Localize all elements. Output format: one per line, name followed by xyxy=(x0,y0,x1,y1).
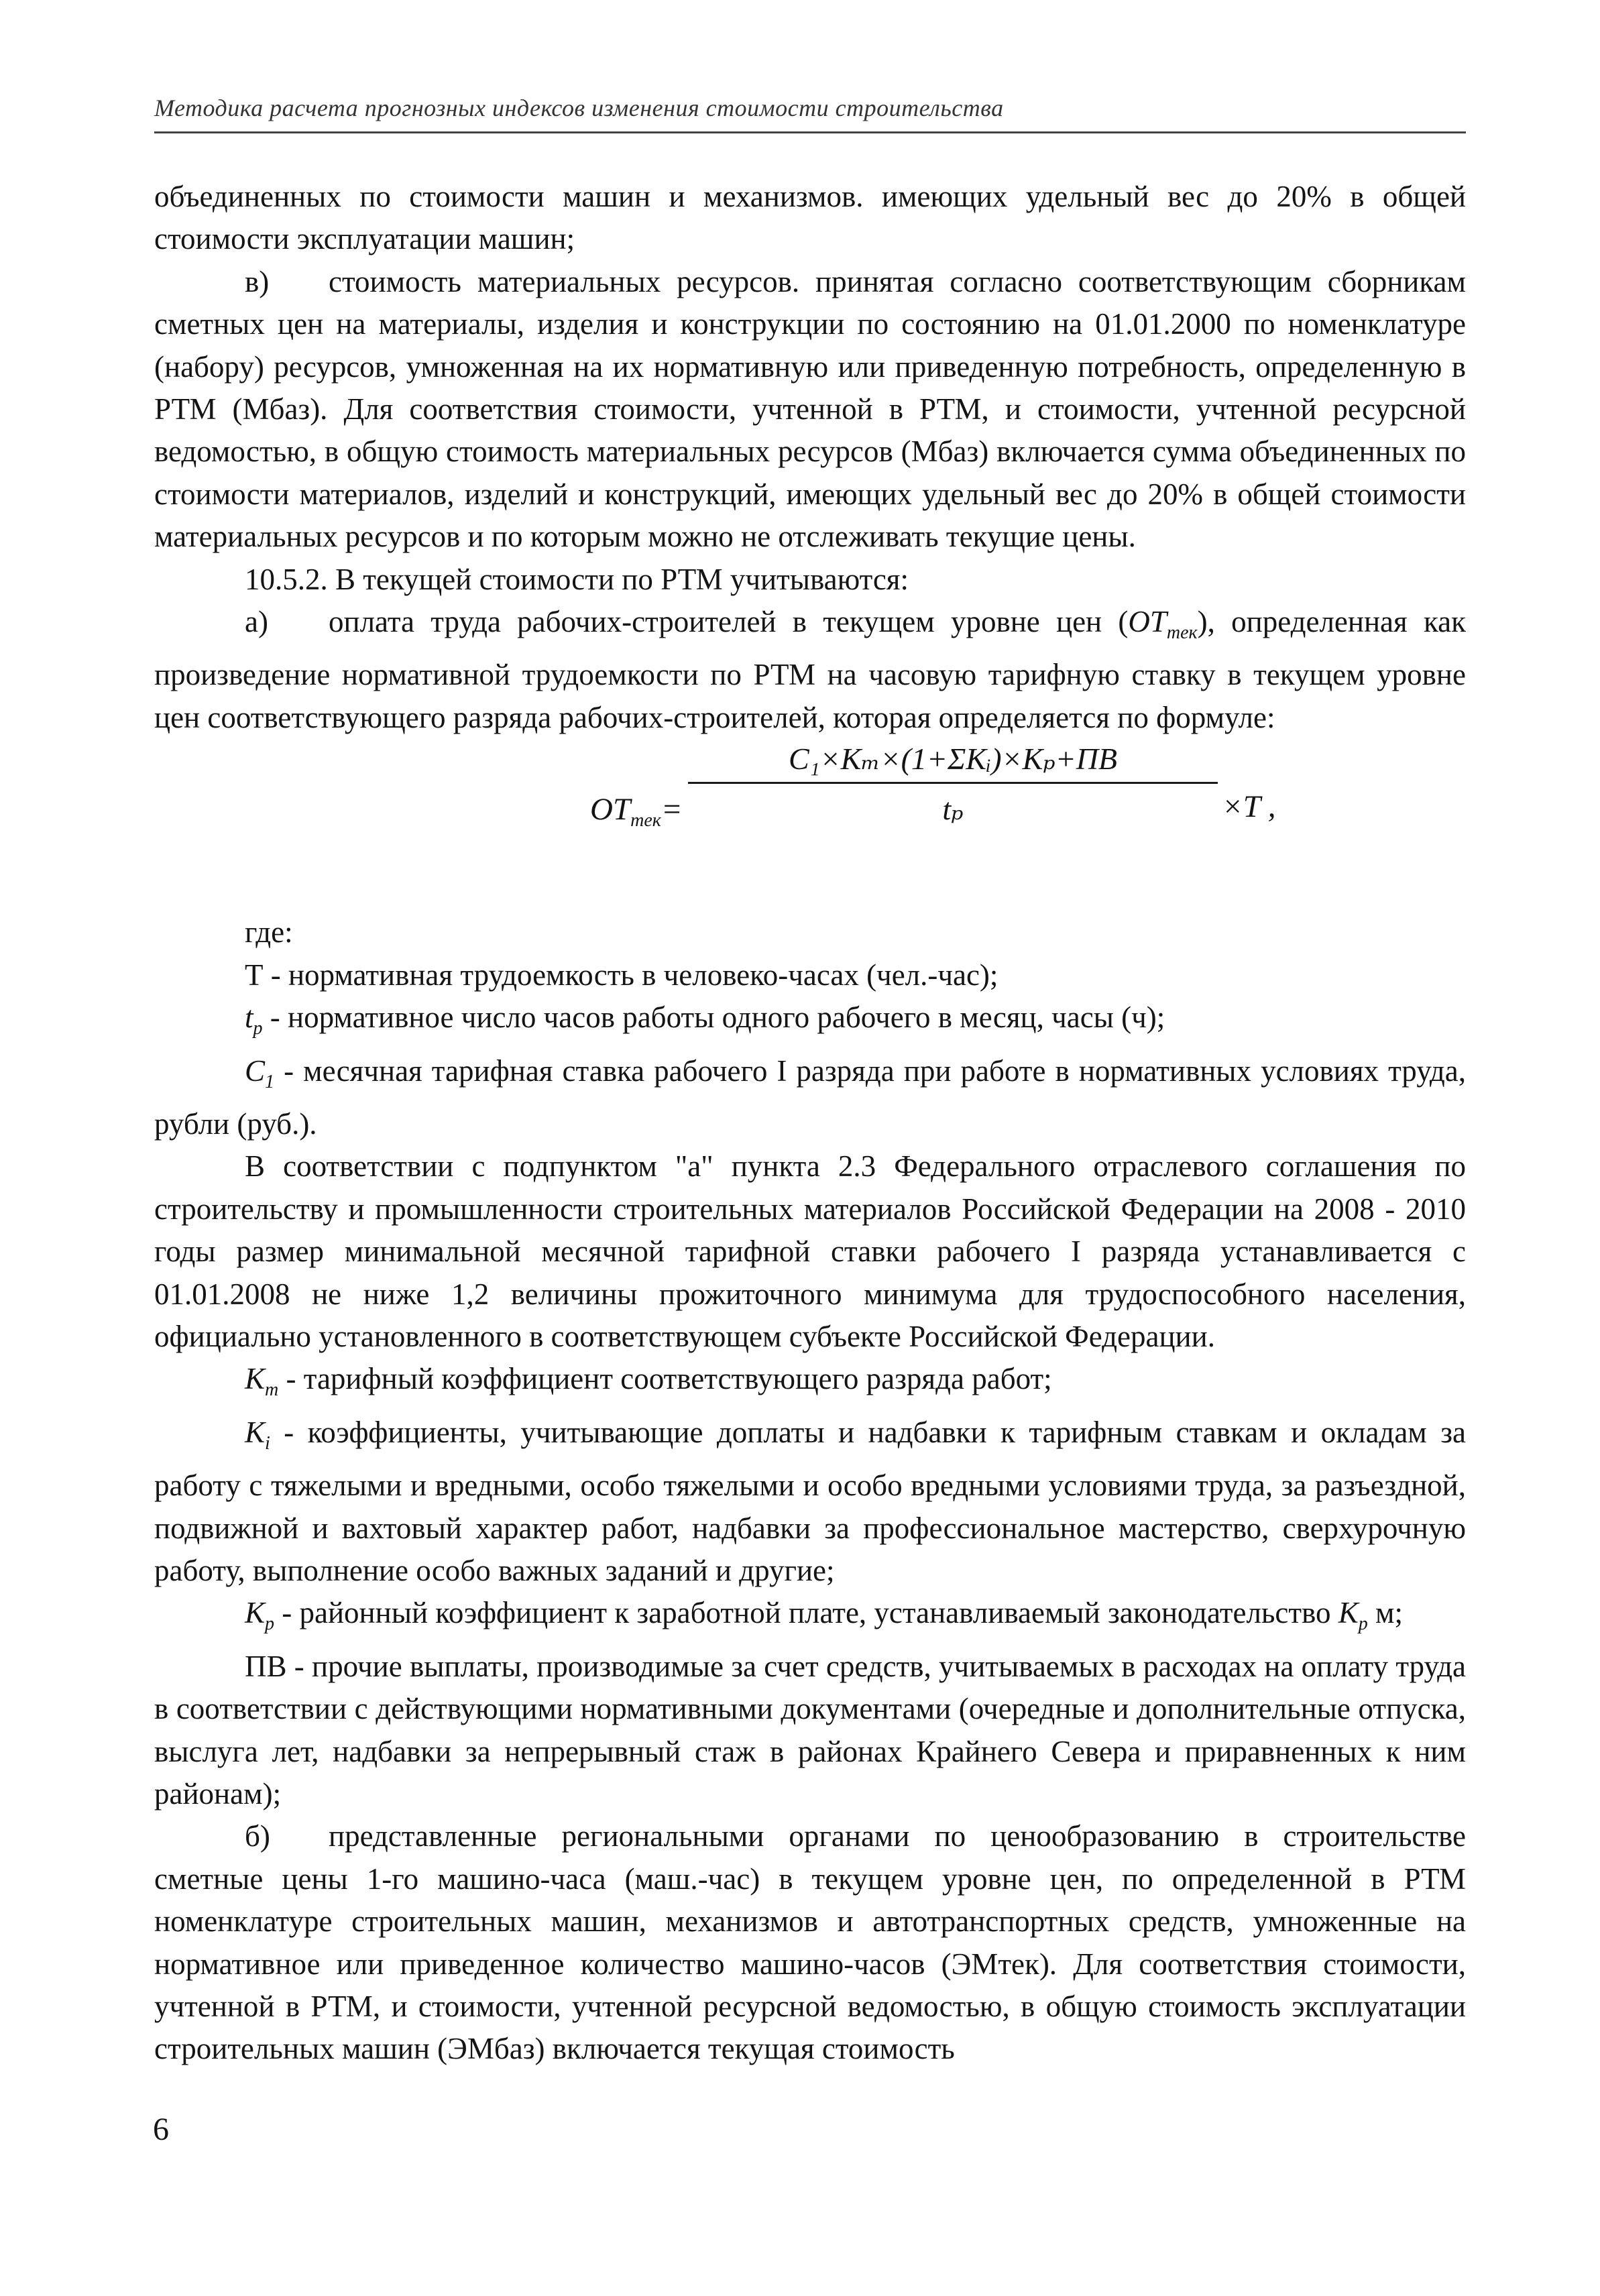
paragraph-b xyxy=(154,1815,1466,2070)
symbol-kp xyxy=(245,1596,275,1635)
formula xyxy=(154,739,1466,911)
symbol-km xyxy=(245,1362,279,1401)
symbol-tp-base: t xyxy=(245,1000,253,1035)
definition-pv: ПВ - прочие выплаты, производимые за счет средств, учитываемых в расходах на оплату труда в соответствии с действующими нормативными документами (очередные и дополнительные отпуска, выслуга лет, надбавки за непрерывный стаж в районах Крайнего Севера и приравненных к ним районам); xyxy=(154,1649,1466,1811)
symbol-km-base: K xyxy=(245,1362,266,1396)
definition-t: Т - нормативная трудоемкость в человеко-часах (чел.-час); xyxy=(245,958,998,992)
definition-kp-text-2: м; xyxy=(1367,1596,1403,1630)
formula-lhs-base: ОТ xyxy=(590,792,631,827)
definition-tp-text: - нормативное число часов работы одного рабочего в месяц, часы (ч); xyxy=(262,1000,1165,1035)
header-rule xyxy=(154,131,1466,133)
formula-lhs-sub: тек xyxy=(630,810,661,831)
fraction-bar xyxy=(688,782,1218,784)
definition-ki xyxy=(154,1412,1466,1593)
definition-ki-text: - коэффициенты, учитывающие доплаты и надбавки к тарифным ставкам и окладам за работу с тяжелыми и вредными, особо тяжелыми и особо вредными условиями труда, за разъездной, подвижной и вахтовый характер работ, надбавки за профессиональное мастерство, сверхурочную работу, выполнение особо важных заданий и другие; xyxy=(154,1415,1466,1587)
symbol-kp-sub: p xyxy=(265,1613,275,1635)
paragraph-b-text: представленные региональными органами по ценообразованию в строительстве сметные цены 1-го машино-часа (маш.-час) в текущем уровне цен, по определенной в РТМ номенклатуре строительных машин, механизмов и автотранспортных средств, умноженные на нормативное или приведенное количество машино-часов (ЭМтек). Для соответствия стоимости, учтенной в РТМ, и стоимости, учтенной ресурсной ведомостью, в общую стоимость эксплуатации строительных машин (ЭМбаз) включается текущая стоимость xyxy=(154,1819,1466,2066)
symbol-tp-sub: p xyxy=(253,1018,263,1039)
symbol-ot xyxy=(1128,605,1198,644)
definition-kp-text-1: - районный коэффициент к заработной плате, устанавливаемый законодательство xyxy=(274,1596,1338,1630)
paragraph-v xyxy=(154,261,1466,559)
paragraph-a-text-2: ), определенная как произведение нормативной трудоемкости по РТМ на часовую тарифную ставку в текущем уровне цен соответствующего разряда рабочих-строителей, которая определяется по формуле: xyxy=(154,605,1466,734)
symbol-kp-inline xyxy=(1338,1596,1368,1635)
running-header: Методика расчета прогнозных индексов изменения стоимости строительства xyxy=(154,95,1004,121)
formula-lhs xyxy=(590,789,683,842)
definition-c1-text: - месячная тарифная ставка рабочего I разряда при работе в нормативных условиях труда, рубли (руб.). xyxy=(154,1053,1466,1141)
list-marker-a: а) xyxy=(245,605,268,639)
symbol-km-sub: т xyxy=(265,1379,279,1401)
page-number: 6 xyxy=(153,2112,169,2147)
paragraph-a-text-1: оплата труда рабочих-строителей в текущем уровне цен ( xyxy=(329,605,1129,639)
paragraph-a xyxy=(154,601,1466,739)
paragraph-agreement: В соответствии с подпунктом "а" пункта 2.3 Федерального отраслевого соглашения по строительству и промышленности строительных материалов Российской Федерации на 2008 - 2010 годы размер минимальной месячной тарифной ставки рабочего I разряда устанавливается с 01.01.2008 не ниже 1,2 величины прожиточного минимума для трудоспособного населения, официально установленного в соответствующем субъекте Российской Федерации. xyxy=(154,1149,1466,1353)
symbol-kp-base: K xyxy=(245,1596,266,1630)
definition-km-text: - тарифный коэффициент соответствующего разряда работ; xyxy=(278,1362,1052,1396)
paragraph-v-text: стоимость материальных ресурсов. принятая согласно соответствующим сборникам сметных цен на материалы, изделия и конструкции по состоянию на 01.01.2000 по номенклатуре (набору) ресурсов, умноженная на их нормативную или приведенную потребность, определенную в РТМ (Мбаз). Для соответствия стоимости, учтенной в РТМ, и стоимости, учтенной ресурсной ведомостью, в общую стоимость материальных ресурсов (Мбаз) включается сумма объединенных по стоимости материалов, изделий и конструкций, имеющих удельный вес до 20% в общей стоимости материальных ресурсов и по которым можно не отслеживать текущие цены. xyxy=(154,264,1466,554)
symbol-ot-sub: тек xyxy=(1166,622,1198,644)
formula-numerator: C₁×Kₘ×(1+ΣKᵢ)×Kₚ+ПВ xyxy=(788,742,1118,777)
symbol-ki-sub: i xyxy=(265,1432,270,1454)
symbol-ki-base: K xyxy=(245,1415,266,1449)
list-marker-v: в) xyxy=(245,264,270,298)
paragraph-continuation: объединенных по стоимости машин и механизмов. имеющих удельный вес до 20% в общей стоимости эксплуатации машин; xyxy=(154,180,1466,256)
formula-denominator: tₚ xyxy=(942,792,964,827)
definition-tp xyxy=(154,996,1466,1049)
symbol-kp-inline-base: K xyxy=(1338,1596,1359,1630)
symbol-c1-sub: 1 xyxy=(265,1071,275,1092)
symbol-c1-base: C xyxy=(245,1053,266,1088)
definition-c1 xyxy=(154,1050,1466,1146)
symbol-kp-inline-sub: p xyxy=(1358,1613,1368,1635)
formula-fraction xyxy=(688,739,1218,829)
symbol-ki xyxy=(245,1415,270,1454)
section-heading-10-5-2: 10.5.2. В текущей стоимости по РТМ учитываются: xyxy=(245,562,909,596)
where-label: где: xyxy=(245,915,293,950)
body-text xyxy=(154,176,1466,2071)
definition-kp xyxy=(154,1592,1466,1645)
formula-equals: = xyxy=(661,792,683,827)
symbol-tp xyxy=(245,1000,263,1039)
definition-km xyxy=(154,1358,1466,1411)
symbol-ot-base: ОТ xyxy=(1128,605,1167,639)
symbol-c1 xyxy=(245,1053,275,1092)
list-marker-b: б) xyxy=(245,1819,270,1853)
formula-rhs: ×T , xyxy=(1222,789,1276,825)
